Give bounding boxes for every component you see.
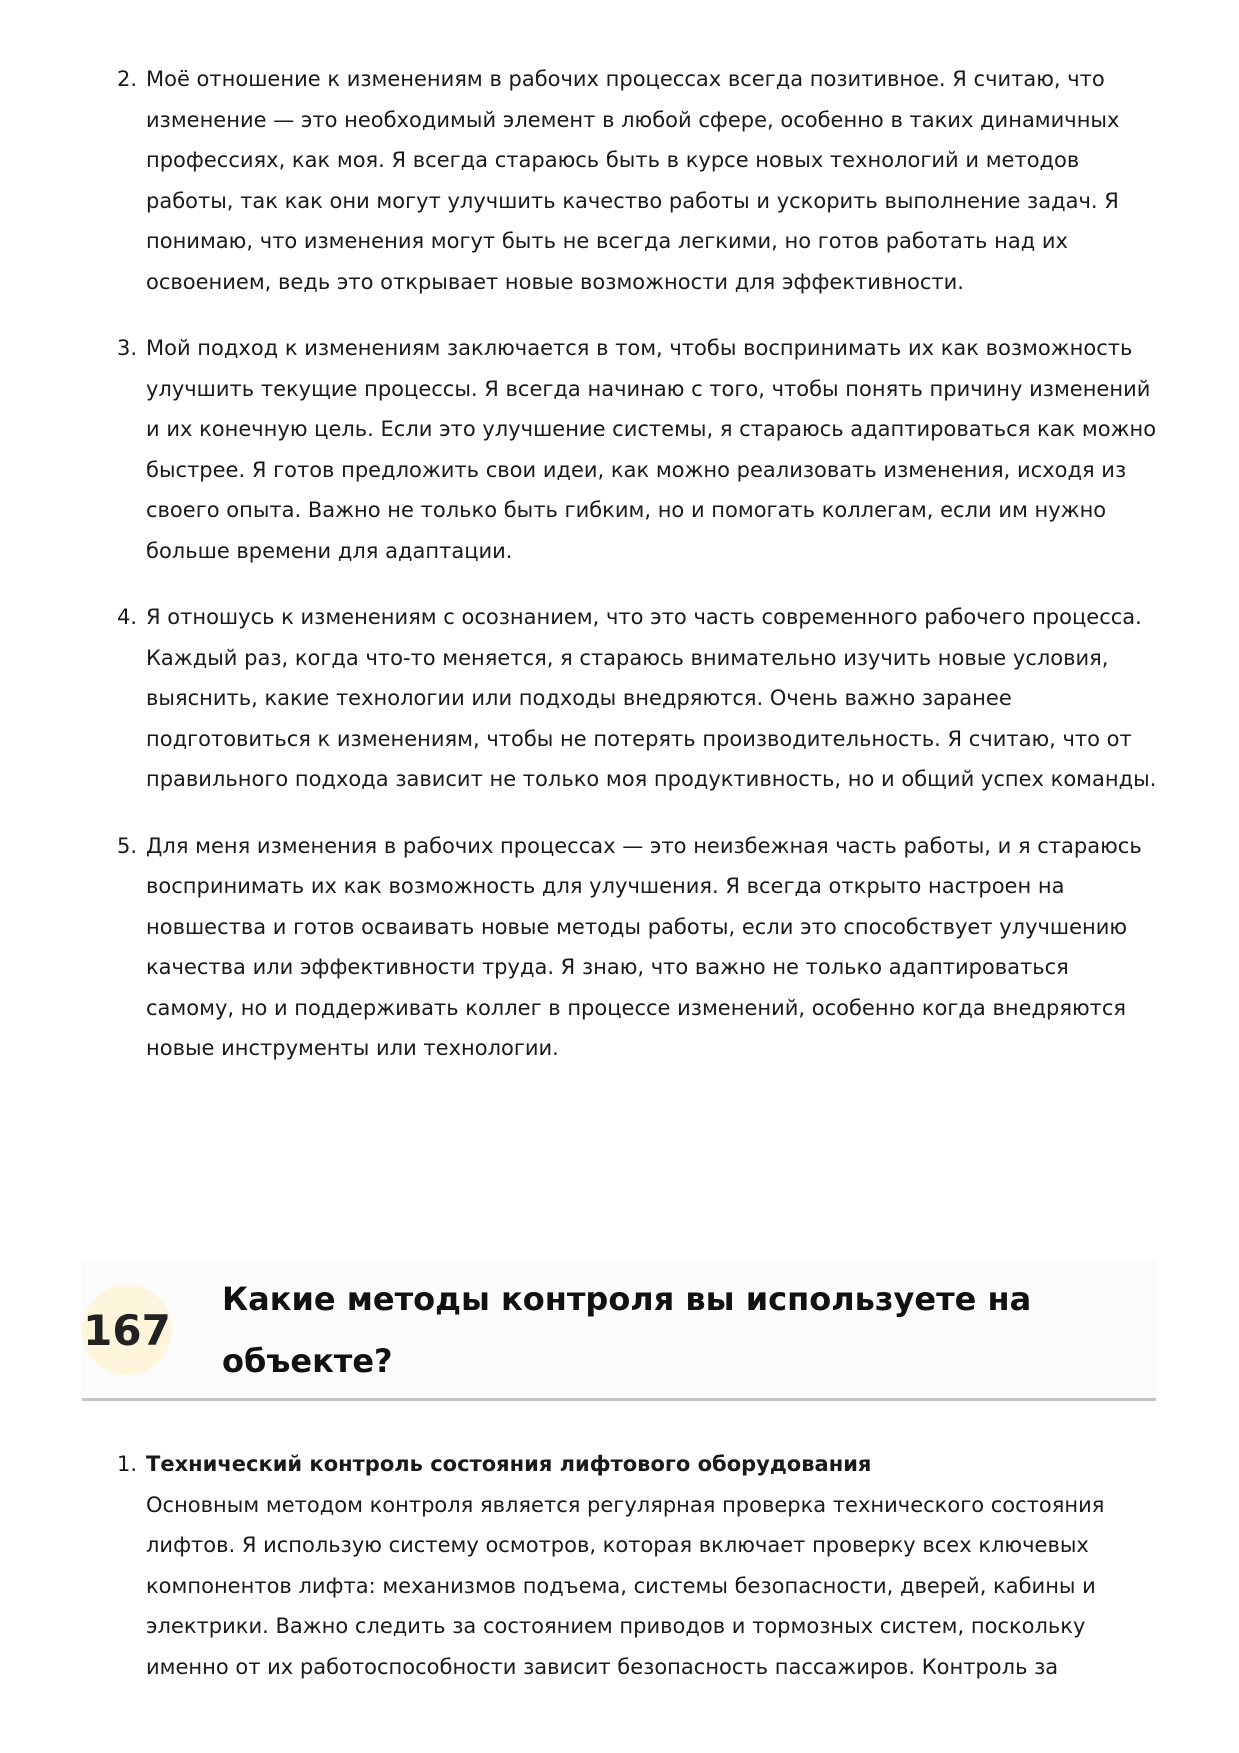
current-answers-list [117,1444,1157,1713]
answer-text: Я отношусь к изменениям с осознанием, что это часть современного рабочего процесса. Каждый раз, когда что-то меняется, я стараюсь внимательно изучить новые условия, выяснить, какие технологии или подходы внедряются. Очень важно заранее подготовиться к изменениям, чтобы не потерять производительность. Я считаю, что от правильного подхода зависит не только моя продуктивность, но и общий успех команды. [146,605,1157,791]
question-number-badge: 167 [82,1285,172,1375]
answer-item-5 [117,826,1157,1069]
answer-text: Для меня изменения в рабочих процессах — это неизбежная часть работы, и я стараюсь воспринимать их как возможность для улучшения. Я всегда открыто настроен на новшества и готов осваивать новые методы работы, если это способствует улучшению качества или эффективности труда. Я знаю, что важно не только адаптироваться самому, но и поддерживать коллег в процессе изменений, особенно когда внедряются новые инструменты или технологии. [146,833,1142,1060]
answer-item-4 [117,597,1157,800]
answer-text: Мой подход к изменениям заключается в том, чтобы воспринимать их как возможность улучшить текущие процессы. Я всегда начинаю с того, чтобы понять причину изменений и их конечную цель. Если это улучшение системы, я стараюсь адаптироваться как можно быстрее. Я готов предложить свои идеи, как можно реализовать изменения, исходя из своего опыта. Важно не только быть гибким, но и помогать коллегам, если им нужно больше времени для адаптации. [146,336,1157,563]
answer-number: 5. [117,833,138,858]
answer-item-2 [117,59,1157,302]
answer-item-3 [117,328,1157,571]
answer-text: Основным методом контроля является регулярная проверка технического состояния лифтов. Я использую систему осмотров, которая включает проверку всех ключевых компонентов лифта: механизмов подъема, системы безопасности, дверей, кабины и электрики. Важно следить за состоянием приводов и тормозных систем, поскольку именно от их работоспособности зависит безопасность пассажиров. Контроль за [146,1492,1105,1679]
answer-title: Технический контроль состояния лифтового оборудования [146,1452,872,1476]
answer-number: 2. [117,67,138,91]
answer-number: 3. [117,336,138,360]
answer-text: Моё отношение к изменениям в рабочих процессах всегда позитивное. Я считаю, что изменение — это необходимый элемент в любой сфере, особенно в таких динамичных профессиях, как моя. Я всегда стараюсь быть в курсе новых технологий и методов работы, так как они могут улучшить качество работы и ускорить выполнение задач. Я понимаю, что изменения могут быть не всегда легкими, но готов работать над их освоением, ведь это открывает новые возможности для эффективности. [146,67,1120,294]
question-header [82,1260,1156,1401]
answer-number: 1. [117,1452,138,1476]
answer-item-1 [117,1444,1157,1687]
previous-answers-list [117,59,1157,1095]
answer-number: 4. [117,605,138,629]
question-title: Какие методы контроля вы используете на объекте? [222,1280,1032,1380]
